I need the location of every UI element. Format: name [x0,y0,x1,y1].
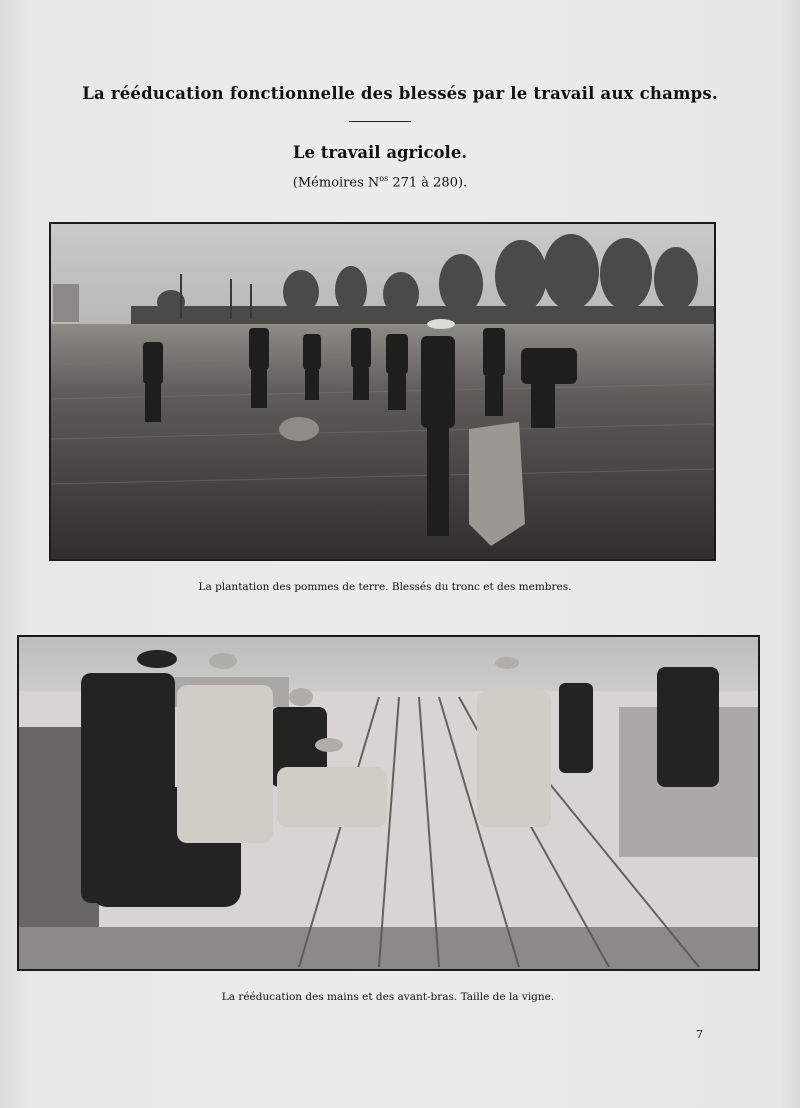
title-divider [349,121,411,122]
photo-potato-planting [49,222,716,561]
section-title: Le travail agricole. [292,143,468,162]
memoires-reference: (Mémoires $N^{os}$ 271 à 280). [292,174,468,191]
page-title: La rééducation fonctionnelle des blessés par le travail aux champs. [82,84,718,103]
figure-caption-2: La rééducation des mains et des avant-bras. Taille de la vigne. [221,991,555,1003]
page-number: 7 [696,1028,703,1041]
photo-vine-pruning [17,635,760,971]
figure-caption-1: La plantation des pommes de terre. Blessés du tronc et des membres. [198,581,572,593]
